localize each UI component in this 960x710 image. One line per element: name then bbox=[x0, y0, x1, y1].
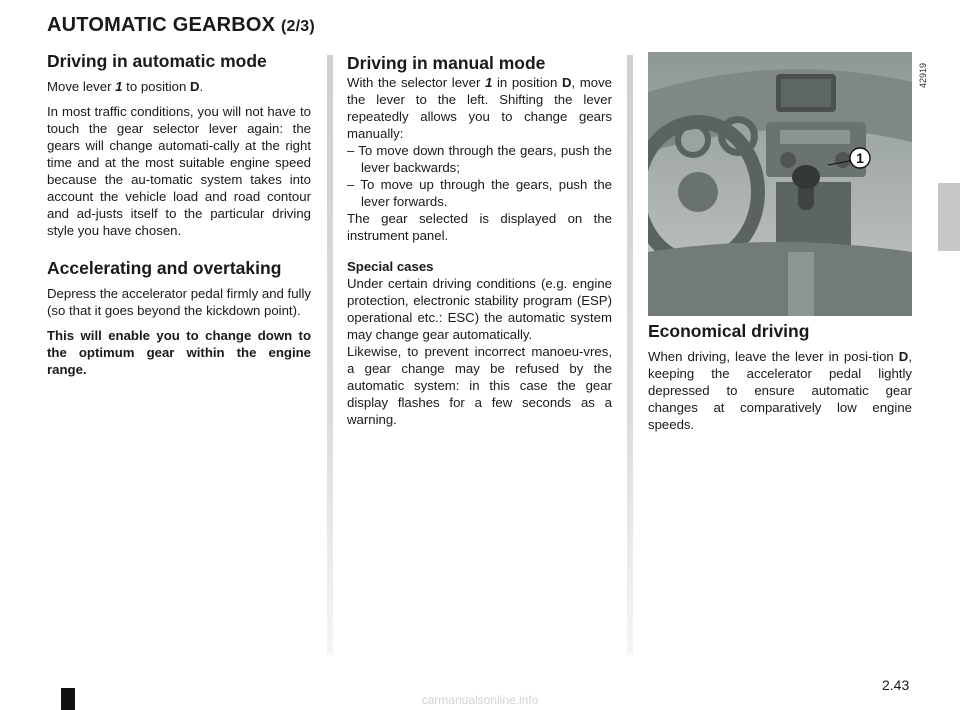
heading-special-cases: Special cases bbox=[347, 259, 434, 274]
paragraph-selector: With the selector lever 1 in position D, move the lever to the left. Shifting the lever repeatedly allows you to change gears manually: bbox=[347, 75, 613, 141]
column-middle bbox=[347, 52, 612, 428]
column-right bbox=[648, 320, 912, 441]
paragraph-change-down: This will enable you to change down to the optimum gear within the engine range. bbox=[47, 328, 311, 377]
figure-id: 42919 bbox=[918, 62, 928, 88]
watermark: carmanualsonline.info bbox=[421, 693, 539, 707]
callout-1-label: 1 bbox=[856, 150, 864, 166]
list-item-down: – To move down through the gears, push the lever backwards; bbox=[347, 143, 612, 175]
paragraph-traffic: In most traffic conditions, you will not have to touch the gear selector lever again: the gears will change automati-cally at the right time and at the most suitable engine speed because the au-tomatic system takes into account the vehicle load and road contour and ad-justs itself to the particular driving style you have chosen. bbox=[47, 104, 311, 238]
paragraph-display: The gear selected is displayed on the instrument panel. bbox=[347, 211, 612, 243]
list-item-up: – To move up through the gears, push the lever forwards. bbox=[347, 177, 612, 209]
paragraph-move-lever: Move lever 1 to position D. bbox=[47, 79, 204, 94]
column-divider-left bbox=[327, 55, 333, 655]
heading-accelerating: Accelerating and overtaking bbox=[47, 258, 282, 278]
page-number: 2.43 bbox=[882, 677, 910, 693]
heading-manual-mode: Driving in manual mode bbox=[347, 53, 546, 73]
paragraph-economical: When driving, leave the lever in posi-tion D, keeping the accelerator pedal lightly depressed to ensure automatic gear changes at comparatively low engine speeds. bbox=[648, 349, 912, 432]
paragraph-refused: Likewise, to prevent incorrect manoeu-vres, a gear change may be refused by the automatic system: in this case the gear display flashes for a few seconds as a warning. bbox=[347, 344, 612, 427]
paragraph-kickdown: Depress the accelerator pedal firmly and fully (so that it goes beyond the kickdown point). bbox=[47, 286, 311, 318]
column-divider-right bbox=[627, 55, 633, 655]
heading-economical: Economical driving bbox=[648, 321, 810, 341]
title-text: AUTOMATIC GEARBOX bbox=[47, 14, 276, 36]
title-part: (2/3) bbox=[280, 18, 315, 35]
dashboard-gear-lever-image bbox=[648, 52, 912, 316]
paragraph-conditions: Under certain driving conditions (e.g. engine protection, electronic stability program (ESP) operational etc.: ESC) the automatic system may change gear automatically. bbox=[347, 276, 612, 342]
column-left bbox=[47, 50, 311, 386]
heading-automatic-mode: Driving in automatic mode bbox=[47, 51, 267, 71]
page-title bbox=[47, 14, 315, 37]
chapter-tab bbox=[938, 183, 960, 251]
